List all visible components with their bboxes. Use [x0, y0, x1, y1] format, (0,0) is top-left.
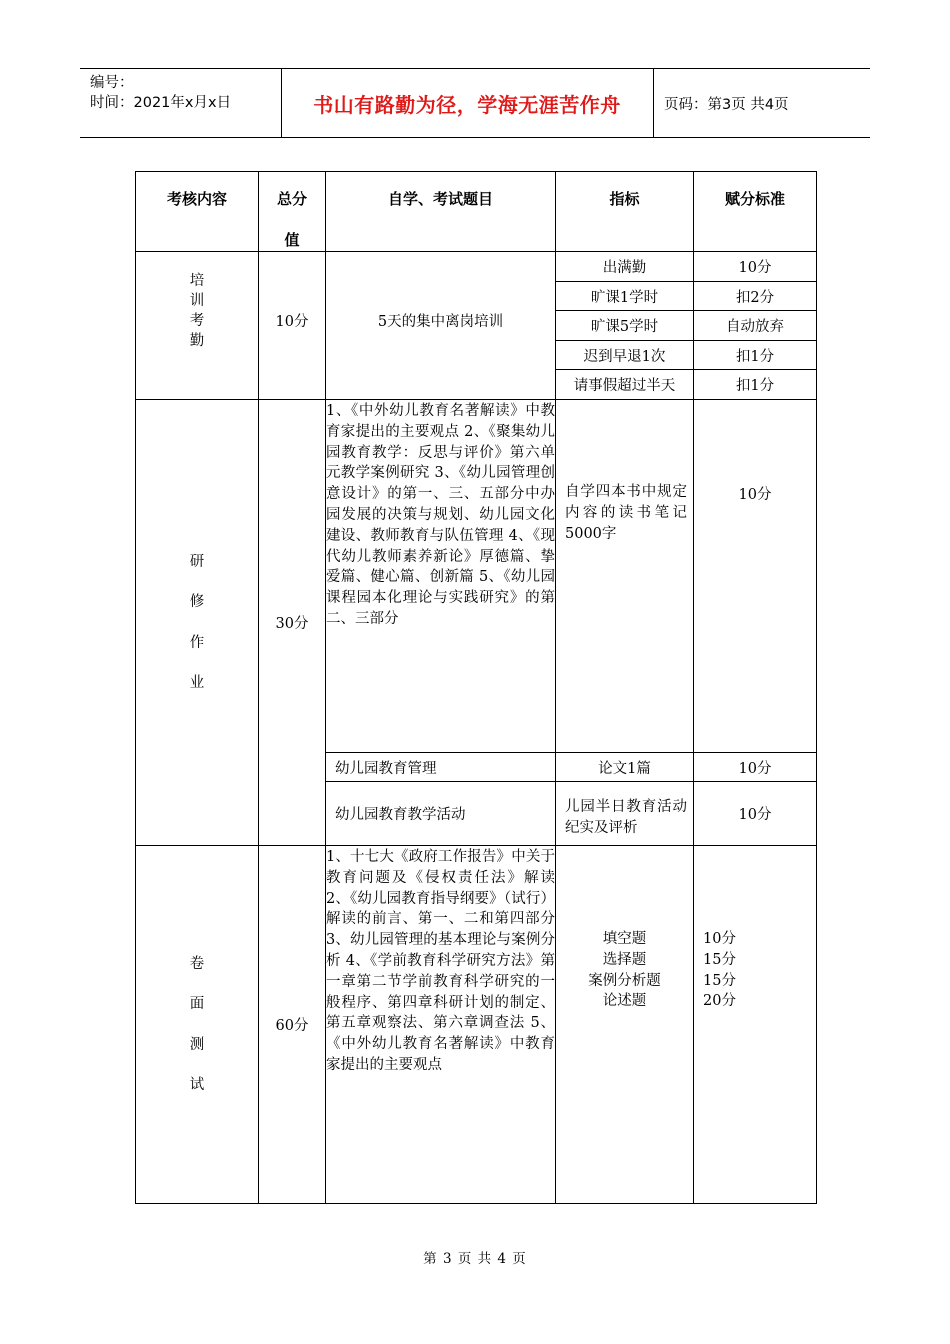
category-char: 培 [189, 273, 205, 289]
indicator-cell: 自学四本书中规定内容的读书笔记5000字 [556, 400, 694, 753]
score-cell: 自动放弃 [694, 311, 817, 341]
score-cell: 10分 [694, 400, 817, 753]
col-header-value-label: 值 [284, 231, 300, 249]
indicator-item: 论述题 [602, 993, 647, 1010]
page-footer: 第 3 页 共 4 页 [423, 1251, 527, 1267]
table-row [136, 400, 817, 753]
indicator-cell [556, 846, 694, 1204]
topic-cell: 幼儿园教育管理 [326, 753, 556, 782]
category-label [136, 252, 258, 351]
indicator-cell: 请事假超过半天 [556, 370, 694, 400]
score-cell: 扣2分 [694, 282, 817, 311]
indicator-cell: 出满勤 [556, 252, 694, 282]
score-item: 20分 [703, 993, 736, 1010]
category-char: 研 [189, 553, 205, 570]
indicator-cell: 儿园半日教育活动纪实及评析 [556, 782, 694, 846]
category-char: 卷 [189, 955, 205, 972]
col-header-indicator-label: 指标 [609, 190, 640, 208]
category-label [136, 542, 258, 704]
score-cell: 扣1分 [694, 370, 817, 400]
category-char: 试 [189, 1077, 205, 1093]
header-motto: 书山有路勤为径，学海无涯苦作舟 [313, 92, 621, 117]
indicator-item: 案例分析题 [588, 972, 661, 989]
category-char: 作 [189, 634, 205, 651]
total-value: 10分 [275, 314, 309, 330]
col-header-content [136, 172, 259, 252]
category-char: 勤 [189, 333, 205, 349]
table-header-row [136, 172, 817, 252]
category-char: 测 [189, 1036, 205, 1053]
indicator-cell: 旷课1学时 [556, 282, 694, 311]
score-cell [694, 846, 817, 1204]
category-char: 训 [189, 293, 205, 309]
indicator-cell: 论文1篇 [556, 753, 694, 782]
total-value: 30分 [275, 616, 309, 632]
category-char: 考 [189, 313, 205, 329]
total-value: 60分 [275, 1018, 309, 1034]
col-header-topic [326, 172, 556, 252]
category-label [136, 944, 258, 1106]
category-char: 修 [189, 594, 205, 610]
page-header [80, 68, 870, 138]
header-date: 时间：2021年x月x日 [90, 95, 232, 111]
col-header-content-label: 考核内容 [166, 190, 227, 208]
score-cell: 10分 [694, 753, 817, 782]
indicator-item: 选择题 [602, 951, 647, 968]
category-char: 业 [189, 675, 205, 691]
total-attendance [259, 252, 326, 400]
header-number: 编号： [90, 75, 134, 91]
category-attendance [136, 252, 259, 400]
topic-cell: 幼儿园教育教学活动 [326, 782, 556, 846]
indicator-cell: 旷课5学时 [556, 311, 694, 341]
indicator-cell: 迟到早退1次 [556, 341, 694, 370]
col-header-total [259, 172, 326, 252]
total-exam [259, 846, 326, 1204]
header-page-number: 页码：第3页 共4页 [664, 97, 789, 113]
col-header-score-label: 赋分标准 [724, 190, 785, 208]
assessment-table [135, 171, 817, 1204]
score-cell: 10分 [694, 782, 817, 846]
score-item: 10分 [703, 931, 736, 947]
col-header-indicator [556, 172, 694, 252]
col-header-topic-label: 自学、考试题目 [387, 190, 493, 208]
table-row [136, 846, 817, 1204]
col-header-score [694, 172, 817, 252]
score-cell: 扣1分 [694, 341, 817, 370]
topic-text: 5天的集中离岗培训 [377, 314, 504, 330]
category-char: 面 [189, 996, 205, 1012]
col-header-total-label: 总分 [276, 190, 307, 208]
topic-cell: 1、十七大《政府工作报告》中关于教育问题及《侵权责任法》解读 2、《幼儿园教育指导纲要》（试行）解读的前言、第一、二和第四部分 3、幼儿园管理的基本理论与案例分析 4、《学前教育科学研究方法》第一章第二节学前教育科学研究的一般程序、第四章科研计划的制定、第五章观察法、第六章调查法 5、《中外幼儿教育名著解读》中教育家提出的主要观点 [326, 846, 556, 1204]
indicator-item: 填空题 [602, 931, 647, 947]
total-homework [259, 400, 326, 846]
topic-cell: 1、《中外幼儿教育名著解读》中教育家提出的主要观点 2、《聚集幼儿园教育教学：反思与评价》第六单元教学案例研究 3、《幼儿园管理创意设计》的第一、三、五部分中办园发展的决策与规划、幼儿园文化建设、教师教育与队伍管理 4、《现代幼儿教师素养新论》厚德篇、挚爱篇、健心篇、创新篇 5、《幼儿园课程园本化理论与实践研究》的第二、三部分 [326, 400, 556, 753]
category-homework [136, 400, 259, 846]
score-item: 15分 [703, 972, 736, 989]
score-cell: 10分 [694, 252, 817, 282]
header-divider [653, 69, 654, 137]
header-meta [90, 73, 231, 113]
score-item: 15分 [703, 951, 736, 968]
topic-attendance [326, 252, 556, 400]
category-exam [136, 846, 259, 1204]
table-row [136, 252, 817, 282]
